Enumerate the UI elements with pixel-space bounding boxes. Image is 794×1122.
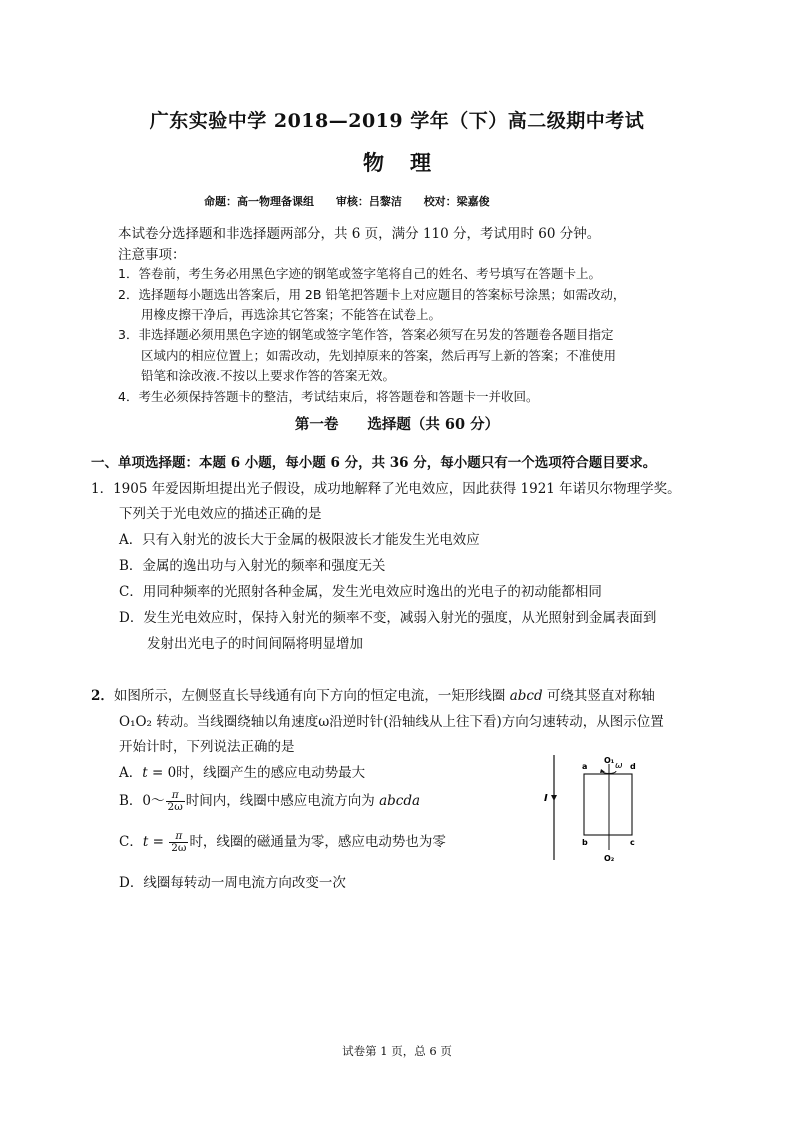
q2-stem: 2．如图所示，左侧竖直长导线通有向下方向的恒定电流，一矩形线圈 abcd 可绕其竖直对称轴: [91, 688, 655, 704]
q2-option-c: C．t = $\frac{\pi}{2\omega}$ 时，线圈的磁通量为零，感应电动势也为零: [119, 830, 446, 854]
notice-item: 1．答卷前，考生务必用黑色字迹的钢笔或签字笔将自己的姓名、考号填写在答题卡上。: [118, 266, 601, 281]
q1-option-a: A．只有入射光的波长大于金属的极限波长才能发生光电效应: [119, 532, 480, 548]
q1-option-d-cont: 发射出光电子的时间间隔将明显增加: [147, 636, 363, 652]
subject-title: 物理: [363, 150, 457, 175]
corner-b-label: b: [582, 838, 588, 847]
credit-author: 命题：高一物理备课组: [204, 195, 314, 208]
corner-d-label: d: [630, 762, 636, 771]
notice-item: 铅笔和涂改液.不按以上要求作答的答案无效。: [141, 368, 395, 383]
corner-c-label: c: [630, 838, 635, 847]
q2-option-a: A．t = 0时，线圈产生的感应电动势最大: [119, 765, 366, 781]
q1-option-d: D．发生光电效应时，保持入射光的频率不变，减弱入射光的强度，从光照射到金属表面到: [119, 610, 657, 626]
fraction: $\frac{\pi}{2\omega}$: [171, 830, 187, 854]
current-label: I: [544, 793, 548, 804]
notice-item: 2．选择题每小题选出答案后，用 2B 铅笔把答题卡上对应题目的答案标号涂黑；如需改动，: [118, 287, 626, 302]
q2-option-b: B．0～ $\frac{\pi}{2\omega}$ 时间内，线圈中感应电流方向为 abcda: [119, 789, 421, 813]
credit-reviewer: 审核：吕黎洁: [335, 195, 402, 208]
notice-item: 区域内的相应位置上；如需改动，先划掉原来的答案，然后再写上新的答案；不准使用: [141, 348, 617, 363]
q2-option-d: D．线圈每转动一周电流方向改变一次: [119, 875, 346, 891]
part-title: 一、单项选择题：本题 6 小题，每小题 6 分，共 36 分，每小题只有一个选项符合题目要求。: [91, 455, 657, 471]
credit-proofreader: 校对：梁嘉俊: [423, 195, 490, 208]
notice-title: 注意事项：: [118, 247, 186, 263]
exam-title: 广东实验中学 2018—2019 学年（下）高二级期中考试: [149, 110, 645, 132]
notice-item: 3．非选择题必须用黑色字迹的钢笔或签字笔作答，答案必须写在另发的答题卷各题目指定: [118, 327, 614, 342]
q1-stem: 下列关于光电效应的描述正确的是: [119, 506, 322, 522]
page-footer: 试卷第 1 页，总 6 页: [342, 1044, 452, 1058]
o1-label: O₁: [604, 756, 615, 765]
credits-line: [204, 193, 508, 209]
q1-stem: 1．1905 年爱因斯坦提出光子假设，成功地解释了光电效应，因此获得 1921 年诺贝尔物理学奖。: [91, 481, 681, 497]
exam-summary: 本试卷分选择题和非选择题两部分，共 6 页，满分 110 分，考试用时 60 分钟。: [118, 226, 601, 242]
q2-stem: 开始计时，下列说法正确的是: [119, 739, 295, 755]
q1-option-c: C．用同种频率的光照射各种金属，发生光电效应时逸出的光电子的初动能都相同: [119, 584, 602, 600]
rectangular-coil: [584, 774, 632, 835]
q1-option-b: B．金属的逸出功与入射光的频率和强度无关: [119, 558, 386, 574]
o2-label: O₂: [604, 854, 615, 863]
section-title: 第一卷 选择题（共 60 分）: [294, 416, 500, 433]
fraction: $\frac{\pi}{2\omega}$: [167, 789, 183, 813]
notice-item: 4．考生必须保持答题卡的整洁，考试结束后，将答题卷和答题卡一并收回。: [118, 389, 539, 404]
omega-label: ω: [615, 761, 623, 771]
q2-number: 2．: [91, 688, 114, 704]
current-arrow-icon: [551, 795, 557, 801]
coil-wire-diagram: [535, 755, 645, 867]
notice-item: 用橡皮擦干净后，再选涂其它答案；不能答在试卷上。: [141, 307, 442, 322]
rotation-arrow-icon: [600, 769, 605, 773]
q2-stem: O₁O₂ 转动。当线圈绕轴以角速度ω沿逆时针(沿轴线从上往下看)方向匀速转动，从图示位置: [119, 714, 664, 730]
corner-a-label: a: [582, 762, 588, 771]
